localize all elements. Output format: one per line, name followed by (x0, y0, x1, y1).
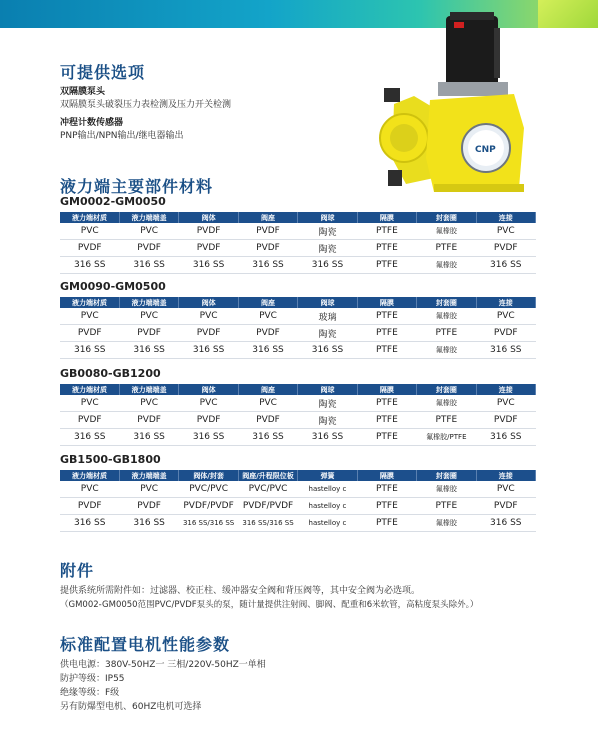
option2-heading: 冲程计数传感器 (60, 118, 124, 128)
materials-table-1 (60, 212, 536, 274)
header-cell: 液力端端盖 (119, 297, 178, 308)
table-cell: PTFE (357, 342, 416, 359)
table-cell: 氟橡胶 (417, 342, 476, 359)
header-cell: 液力端材质 (60, 212, 119, 223)
header-cell: 隔膜 (357, 212, 416, 223)
table-cell: PVC/PVC (238, 481, 297, 498)
materials-table-3 (60, 384, 536, 446)
table-cell: 316 SS (238, 429, 297, 446)
table-cell: PVDF (476, 412, 535, 429)
table-cell: 316 SS (119, 342, 178, 359)
table-cell: PVDF (119, 240, 178, 257)
table-cell: PVDF (179, 240, 238, 257)
table-row (60, 429, 536, 446)
table-cell: 316 SS (60, 257, 119, 274)
table-cell: PVDF (238, 412, 297, 429)
table-cell: PTFE (357, 325, 416, 342)
table-row (60, 498, 536, 515)
accessories-line-2: （GM002-GM0050范围PVC/PVDF泵头的泵，随计量提供注射阀、脚阀、配重和6米软管，高粘度泵头除外。） (60, 600, 479, 610)
table-cell: 玻璃 (298, 308, 357, 325)
table-cell: PVDF (238, 223, 297, 240)
table-cell: hastelloy c (298, 498, 357, 515)
table-cell: PVC (119, 308, 178, 325)
table-cell: 氟橡胶 (417, 395, 476, 412)
header-cell: 阀座/升程限位板 (238, 470, 297, 481)
table-header-row (60, 470, 536, 481)
model-range-1: GM0002-GM0050 (60, 195, 166, 208)
table-cell: PVC (119, 481, 178, 498)
table-cell: 陶瓷 (298, 412, 357, 429)
table-cell: PTFE (357, 395, 416, 412)
table-cell: 316 SS (298, 257, 357, 274)
table-cell: 316 SS (179, 257, 238, 274)
table-cell: PTFE (417, 412, 476, 429)
model-range-3: GB0080-GB1200 (60, 367, 161, 380)
table-cell: 316 SS (60, 342, 119, 359)
table-row (60, 257, 536, 274)
table-cell: PTFE (357, 412, 416, 429)
header-cell: 封套圈 (417, 212, 476, 223)
table-cell: PTFE (357, 223, 416, 240)
table-cell: 316 SS (119, 515, 178, 532)
header-cell: 阀体 (179, 212, 238, 223)
header-cell: 液力端端盖 (119, 470, 178, 481)
model-range-4: GB1500-GB1800 (60, 453, 161, 466)
table-cell: PVDF (476, 325, 535, 342)
table-row (60, 240, 536, 257)
header-cell: 封套圈 (417, 297, 476, 308)
table-cell: PVC (60, 223, 119, 240)
table-cell: 316 SS (60, 515, 119, 532)
header-cell: 液力端材质 (60, 297, 119, 308)
table-cell: 316 SS (476, 515, 535, 532)
header-cell: 阀球 (298, 384, 357, 395)
table-cell: PTFE (357, 240, 416, 257)
header-cell: 阀座 (238, 384, 297, 395)
table-cell: PTFE (417, 325, 476, 342)
table-cell: 氟橡胶 (417, 257, 476, 274)
table-cell: PVDF (179, 325, 238, 342)
table-cell: 氟橡胶 (417, 481, 476, 498)
table-header-row (60, 297, 536, 308)
options-title: 可提供选项 (60, 63, 146, 82)
table-cell: PTFE (357, 481, 416, 498)
table-cell: hastelloy c (298, 481, 357, 498)
table-cell: PVDF (60, 240, 119, 257)
table-row (60, 223, 536, 240)
materials-title: 液力端主要部件材料 (60, 177, 214, 196)
table-cell: 316 SS (179, 342, 238, 359)
table-cell: 316 SS (298, 429, 357, 446)
header-cell: 隔膜 (357, 470, 416, 481)
table-cell: PVC (476, 223, 535, 240)
table-row (60, 325, 536, 342)
table-cell: PVC (60, 308, 119, 325)
table-cell: 316 SS (119, 257, 178, 274)
table-cell: 陶瓷 (298, 325, 357, 342)
motor-line-2: 防护等级：IP55 (60, 674, 125, 684)
table-cell: 316 SS (238, 257, 297, 274)
header-cell: 封套圈 (417, 470, 476, 481)
header-cell: 封套圈 (417, 384, 476, 395)
table-cell: 陶瓷 (298, 223, 357, 240)
table-cell: PVDF (179, 223, 238, 240)
table-cell: PVC (179, 308, 238, 325)
table-cell: PVC (119, 395, 178, 412)
header-cell: 液力端端盖 (119, 384, 178, 395)
header-cell: 连接 (476, 384, 535, 395)
table-cell: PVDF (60, 412, 119, 429)
table-cell: PVDF (60, 498, 119, 515)
table-cell: PVDF (60, 325, 119, 342)
materials-table-4 (60, 470, 536, 532)
table-cell: 陶瓷 (298, 395, 357, 412)
motor-line-3: 绝缘等级：F级 (60, 688, 120, 698)
table-cell: 316 SS (179, 429, 238, 446)
option2-text: PNP输出/NPN输出/继电器输出 (60, 131, 184, 141)
table-row (60, 342, 536, 359)
table-cell: PTFE (417, 498, 476, 515)
table-cell: PVC (238, 308, 297, 325)
table-cell: PVDF (119, 325, 178, 342)
table-cell: PTFE (357, 498, 416, 515)
table-header-row (60, 212, 536, 223)
header-cell: 连接 (476, 212, 535, 223)
table-cell: PVDF/PVDF (238, 498, 297, 515)
table-cell: PTFE (357, 257, 416, 274)
table-cell: PTFE (357, 429, 416, 446)
header-cell: 阀座 (238, 212, 297, 223)
option1-heading: 双隔膜泵头 (60, 87, 106, 97)
accessories-line-1: 提供系统所需附件如：过滤器、校正柱、缓冲器安全阀和背压阀等，其中安全阀为必选项。 (60, 586, 421, 596)
table-cell: PTFE (357, 515, 416, 532)
table-cell: PVC (476, 308, 535, 325)
header-cell: 阀座 (238, 297, 297, 308)
table-cell: PVC (119, 223, 178, 240)
table-cell: PVC (60, 481, 119, 498)
table-cell: PVDF (476, 498, 535, 515)
table-cell: PTFE (357, 308, 416, 325)
table-cell: PVC (476, 481, 535, 498)
table-cell: 316 SS (476, 257, 535, 274)
table-cell: PVC (179, 395, 238, 412)
table-cell: PVDF (476, 240, 535, 257)
table-cell: PVDF (238, 240, 297, 257)
table-cell: PVDF (119, 498, 178, 515)
accessories-title: 附件 (60, 561, 95, 580)
header-cell: 液力端材质 (60, 470, 119, 481)
table-cell: PVDF (179, 412, 238, 429)
table-cell: 氟橡胶/PTFE (417, 429, 476, 446)
table-row (60, 308, 536, 325)
table-cell: PVC (476, 395, 535, 412)
header-cell: 液力端端盖 (119, 212, 178, 223)
header-cell: 连接 (476, 470, 535, 481)
table-cell: hastelloy c (298, 515, 357, 532)
model-range-2: GM0090-GM0500 (60, 280, 166, 293)
header-cell: 隔膜 (357, 384, 416, 395)
header-cell: 阀体 (179, 384, 238, 395)
table-cell: PVC/PVC (179, 481, 238, 498)
table-cell: 316 SS (60, 429, 119, 446)
pump-image (374, 8, 574, 198)
table-cell: 氟橡胶 (417, 223, 476, 240)
pump-brand-label: CNP (475, 145, 496, 155)
motor-line-1: 供电电源：380V-50HZ一 三相/220V-50HZ一单相 (60, 660, 266, 670)
table-cell: 316 SS (119, 429, 178, 446)
table-cell: PTFE (417, 240, 476, 257)
table-row (60, 515, 536, 532)
table-row (60, 412, 536, 429)
table-cell: 316 SS (476, 342, 535, 359)
table-cell: 316 SS/316 SS (238, 515, 297, 532)
option1-text: 双隔膜泵头破裂压力表检测及压力开关检测 (60, 100, 232, 110)
table-cell: PVC (238, 395, 297, 412)
header-cell: 液力端材质 (60, 384, 119, 395)
table-cell: PVDF (119, 412, 178, 429)
table-cell: 316 SS (476, 429, 535, 446)
table-cell: 氟橡胶 (417, 515, 476, 532)
table-cell: PVDF (238, 325, 297, 342)
table-row (60, 481, 536, 498)
header-cell: 阀球 (298, 212, 357, 223)
header-cell: 阀体 (179, 297, 238, 308)
table-header-row (60, 384, 536, 395)
table-cell: 氟橡胶 (417, 308, 476, 325)
table-cell: PVC (60, 395, 119, 412)
table-row (60, 395, 536, 412)
motor-title: 标准配置电机性能参数 (60, 635, 231, 654)
table-cell: PVDF/PVDF (179, 498, 238, 515)
header-cell: 隔膜 (357, 297, 416, 308)
header-cell: 阀体/封套 (179, 470, 238, 481)
materials-table-2 (60, 297, 536, 359)
table-cell: 陶瓷 (298, 240, 357, 257)
header-cell: 阀球 (298, 297, 357, 308)
motor-line-4: 另有防爆型电机、60HZ电机可选择 (60, 702, 202, 712)
header-cell: 弹簧 (298, 470, 357, 481)
table-cell: 316 SS (298, 342, 357, 359)
header-cell: 连接 (476, 297, 535, 308)
table-cell: 316 SS (238, 342, 297, 359)
table-cell: 316 SS/316 SS (179, 515, 238, 532)
